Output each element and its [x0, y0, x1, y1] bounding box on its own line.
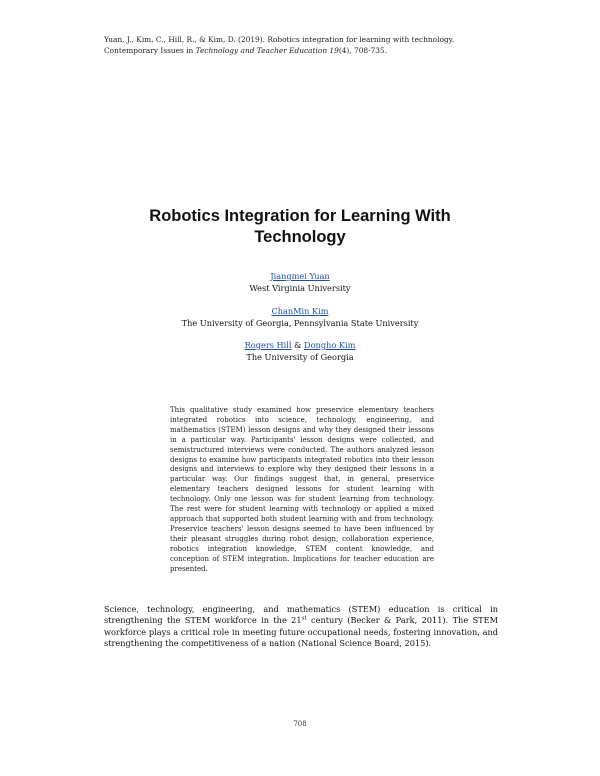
page-number: 708 — [293, 720, 307, 728]
author-affiliation: West Virginia University — [249, 283, 351, 293]
body-paragraph: Science, technology, engineering, and mathematics (STEM) education is critical in strengthening the STEM workforce in the 21st century (Becker & Park, 2011). The STEM workforce plays a critical role in meeting future occupational needs, fostering innovation, and strengthening the competitiveness of a nation (National Science Board, 2015). — [104, 604, 498, 649]
author-joiner: & — [291, 340, 305, 350]
author-link-hill[interactable]: Rogers Hill — [244, 340, 292, 350]
author-link-kim-dongho[interactable]: Dongho Kim — [304, 340, 356, 350]
journal-name: Technology and Teacher Education 19 — [195, 46, 339, 55]
author-link-yuan[interactable]: Jiangmei Yuan — [270, 271, 330, 281]
citation-header — [104, 34, 504, 56]
citation-line-2: Contemporary Issues in Technology and Teacher Education 19(4), 708-735. — [104, 46, 388, 55]
author-link-kim-chanmin[interactable]: ChanMin Kim — [271, 306, 329, 316]
citation-line-1: Yuan, J., Kim, C., Hill, R., & Kim, D. (2019). Robotics integration for learning with technology. — [104, 35, 455, 44]
author-block-2 — [0, 305, 600, 329]
author-block-1 — [0, 270, 600, 294]
author-block-3 — [0, 339, 600, 363]
paper-title: Robotics Integration for Learning With Technology — [149, 207, 451, 246]
author-affiliation: The University of Georgia, Pennsylvania State University — [181, 318, 419, 328]
author-affiliation: The University of Georgia — [246, 352, 354, 362]
abstract: This qualitative study examined how preservice elementary teachers integrated robotics into science, technology, engineering, and mathematics (STEM) lesson designs and why they designed their lessons in a particular way. Participants' lesson designs were collected, and semistructured interviews were conducted. The authors analyzed lesson designs to examine how participants integrated robotics into their lesson designs and interviews to explore why they designed their lessons in a particular way. Our findings suggest that, in general, preservice elementary teachers designed lessons for student learning with technology. Only one lesson was for student learning from technology. The rest were for student learning with technology or applied a mixed approach that supported both student learning with and from technology. Preservice teachers' lesson designs seemed to have been influenced by their pleasant struggles during robot design, collaboration experience, robotics integration knowledge, STEM content knowledge, and conception of STEM integration. Implications for teacher education are presented. — [170, 406, 434, 573]
